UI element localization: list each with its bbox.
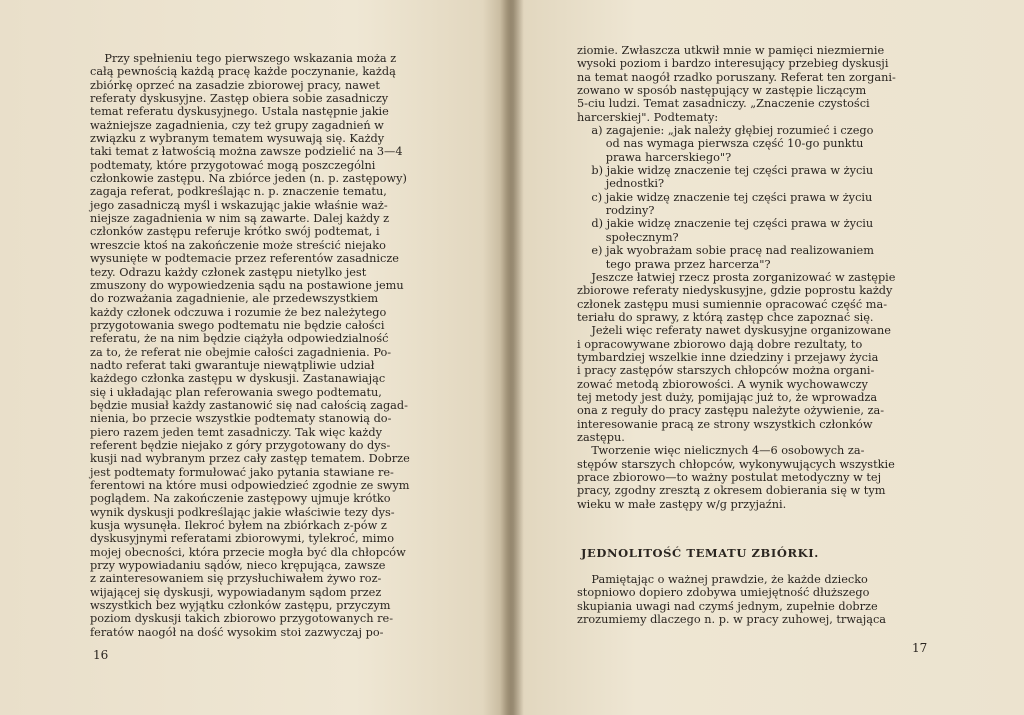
right-page-number: 17: [912, 641, 928, 655]
right-page-body-bottom: Pamiętając o ważnej prawdzie, że każde dziecko stopniowo dopiero zdobywa umiejętność dłuższego skupiania uwagi nad czymś jednym, zupełnie dobrze zrozumiemy dlaczego n. p. w pracy zuhowej, trwająca: [577, 573, 887, 627]
left-page-body: Przy spełnieniu tego pierwszego wskazania moża z całą pewnością każdą pracę każde poczynanie, każdą zbiórkę oprzeć na zasadzie zbiorowej pracy, nawet referaty dyskusyjne. Zastęp obiera sobie zasadniczy temat referatu dyskusyjnego. Ustala następnie jakie ważniejsze zagadnienia, czy też grupy zagadnień w związku z wybranym tematem wysuwają się. Każdy taki temat z łatwością można zawsze podzielić na 3—4 podtematy, które przygotować mogą poszczególni członkowie zastępu. Na zbiórce jeden (n. p. zastępowy) zagaja referat, podkreślając n. p. znaczenie tematu, jego zasadniczą myśl i wskazując jakie właśnie waż- niejsze zagadnienia w nim są zawarte. Dalej każdy z członków zastępu referuje krótko swój podtemat, i wreszcie ktoś na zakończenie może streścić niejako wysunięte w podtemacie przez referentów zasadnicze tezy. Odrazu każdy członek zastępu nietylko jest zmuszony do wypowiedzenia sądu na postawione jemu do rozważania zagadnienie, ale przedewszystkiem każdy członek odczuwa i rozumie że bez należytego przygotowania swego podtematu nie będzie całości referatu, że na nim będzie ciążyła odpowiedzialność za to, że referat nie obejmie całości zagadnienia. Po- nadto referat taki gwarantuje niewątpliwie udział każdego członka zastępu w dyskusji. Zastanawiając się i układając plan referowania swego podtematu, będzie musiał każdy zastanowić się nad całością zagad- nienia, bo przecie wszystkie podtematy stanowią do- piero razem jeden temt zasadniczy. Tak więc każdy referent będzie niejako z góry przygotowany do dys- kusji nad wybranym przez cały zastęp tematem. Dobrze jest podtematy formułować jako pytania stawiane re- ferentowi na które musi odpowiedzieć zgodnie ze swym poglądem. Na zakończenie zastępowy ujmuje krótko wynik dyskusji podkreślając jakie właściwie tezy dys- kusja wysunęła. Ilekroć byłem na zbiórkach z-pów z dyskusyjnymi referatami zbiorowymi, tylekroć, mimo mojej obecności, która przecie mogła być dla chłopców przy wypowiadaniu sądów, nieco krępująca, zawsze z zainteresowaniem się przysłuchiwałem żywo roz- wijającej się dyskusji, wypowiadanym sądom przez wszystkich bez wyjątku członków zastępu, przyczym poziom dyskusji takich zbiorowo przygotowanych re- feratów naogół na dość wysokim stoi zazwyczaj po-: [90, 52, 410, 639]
left-page-number: 16: [93, 648, 109, 662]
left-page: [0, 0, 508, 715]
right-page-body-top: ziomie. Zwłaszcza utkwił mnie w pamięci niezmiernie wysoki poziom i bardzo interesujący przebieg dyskusji na temat naogół rzadko poruszany. Referat ten zorgani- zowano w sposób następujący w zastępie liczącym 5-ciu ludzi. Temat zasadniczy. „Znaczenie czystości harcerskiej". Podtematy: a) zagajenie: „jak należy głębiej rozumieć i czego od nas wymaga pierwsza część 10-go punktu prawa harcerskiego"? b) jakie widzę znaczenie tej części prawa w życiu jednostki? c) jakie widzę znaczenie tej części prawa w życiu rodziny? d) jakie widzę znaczenie tej części prawa w życiu społecznym? e) jak wyobrażam sobie pracę nad realizowaniem tego prawa przez harcerza"? Jeszcze łatwiej rzecz prosta zorganizować w zastępie zbiorowe referaty niedyskusyjne, gdzie poprostu każdy członek zastępu musi sumiennie opracować część ma- teriału do sprawy, z którą zastęp chce zapoznać się. Jeżeli więc referaty nawet dyskusyjne organizowane i opracowywane zbiorowo dają dobre rezultaty, to tymbardziej wszelkie inne dziedziny i przejawy życia i pracy zastępów starszych chłopców można organi- zować metodą zbiorowości. A wynik wychowawczy tej metody jest duży, pomijając już to, że wprowadza ona z reguły do pracy zastępu należyte ożywienie, za- interesowanie pracą ze strony wszystkich członków zastępu. Tworzenie więc nielicznych 4—6 osobowych za- stępów starszych chłopców, wykonywujących wszystkie prace zbiorowo—to ważny postulat metodyczny w tej pracy, zgodny zresztą z okresem dobierania się w tym wieku w małe zastępy w/g przyjaźni.: [577, 44, 896, 511]
section-heading: JEDNOLITOŚĆ TEMATU ZBIÓRKI.: [581, 546, 819, 560]
